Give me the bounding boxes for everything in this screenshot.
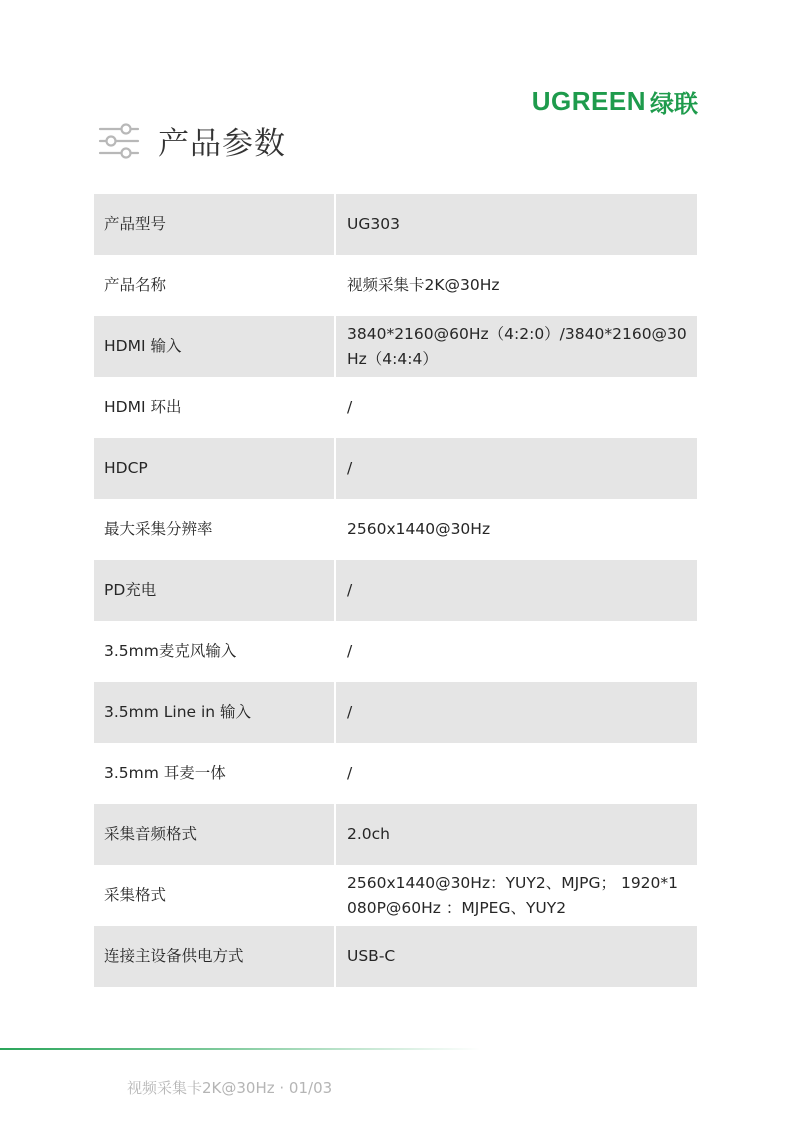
spec-value: 2.0ch (335, 804, 697, 865)
brand-logo-latin: UGREEN (531, 86, 646, 116)
spec-value: / (335, 560, 697, 621)
spec-label: 3.5mm Line in 输入 (94, 682, 335, 743)
spec-label: HDMI 环出 (104, 398, 182, 417)
spec-label: PD充电 (94, 560, 335, 621)
spec-row-headset (94, 743, 697, 804)
spec-row-line-in (94, 682, 697, 743)
spec-row-pd-charging (94, 560, 697, 621)
spec-row-audio-format (94, 804, 697, 865)
spec-label: 采集格式 (104, 886, 167, 905)
spec-label: 采集音频格式 (94, 804, 335, 865)
spec-value: / (335, 743, 697, 804)
spec-value: 2560x1440@30Hz (335, 499, 697, 560)
spec-value: / (335, 621, 697, 682)
spec-label: 3.5mm 耳麦一体 (104, 764, 226, 783)
spec-label: 3.5mm麦克风输入 (104, 642, 237, 661)
spec-row-mic-input (94, 621, 697, 682)
spec-value: UG303 (335, 194, 697, 255)
spec-label: HDCP (94, 438, 335, 499)
spec-label: HDMI 输入 (94, 316, 335, 377)
spec-value: / (335, 438, 697, 499)
spec-value: / (335, 682, 697, 743)
spec-label: 连接主设备供电方式 (94, 926, 335, 987)
spec-row-hdmi-input (94, 316, 697, 377)
spec-row-product-name (94, 255, 697, 316)
spec-row-hdcp (94, 438, 697, 499)
footer-divider (0, 1048, 480, 1050)
section-header (98, 118, 286, 163)
spec-label: 产品型号 (94, 194, 335, 255)
page-title: 产品参数 (158, 126, 286, 162)
spec-label: 最大采集分辨率 (104, 520, 213, 539)
page-footer: 视频采集卡2K@30Hz · 01/03 (127, 1079, 333, 1097)
brand-logo-cjk: 绿联 (650, 90, 698, 118)
filter-sliders-icon (98, 121, 140, 161)
spec-label: 产品名称 (104, 276, 167, 295)
spec-value: 2560x1440@30Hz：YUY2、MJPG； 1920*1080P@60Hz ：MJPEG、YUY2 (335, 865, 697, 926)
spec-value: / (335, 377, 697, 438)
spec-value: 3840*2160@60Hz（4:2:0）/3840*2160@30Hz（4:4:4） (335, 316, 697, 377)
brand-logo (532, 84, 698, 119)
spec-row-capture-format (94, 865, 697, 926)
spec-value: USB-C (335, 926, 697, 987)
spec-row-model (94, 194, 697, 255)
spec-value: 视频采集卡2K@30Hz (335, 255, 697, 316)
spec-row-hdmi-loop-out (94, 377, 697, 438)
spec-row-max-resolution (94, 499, 697, 560)
spec-row-power-supply (94, 926, 697, 987)
spec-table (94, 194, 697, 987)
